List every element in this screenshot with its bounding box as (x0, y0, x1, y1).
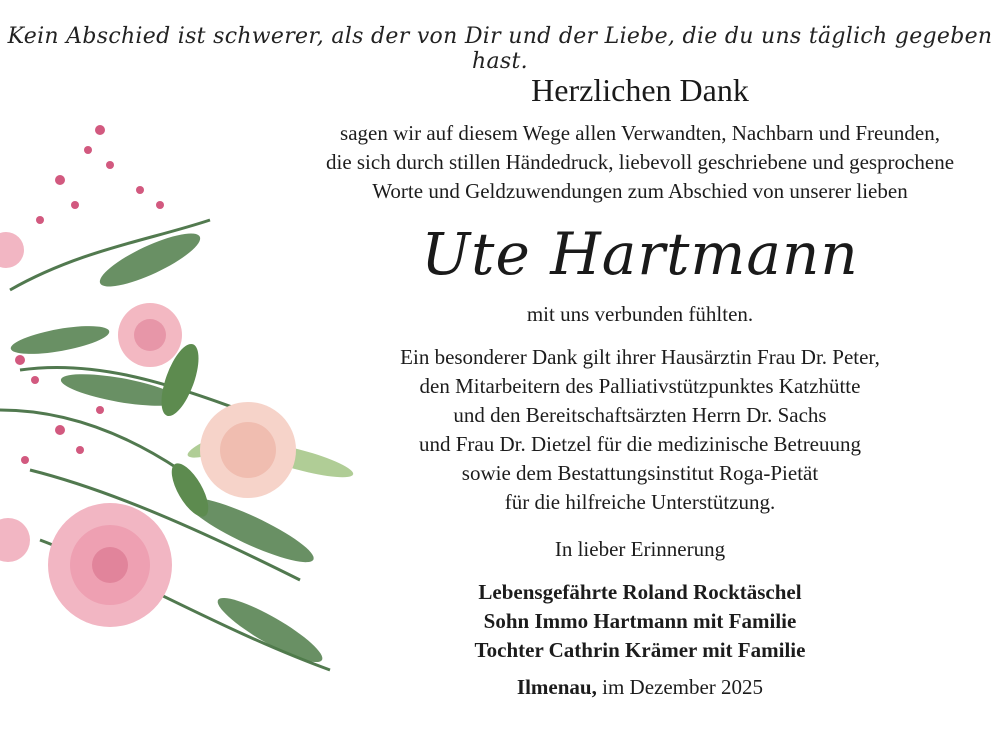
special-thanks-line: sowie dem Bestattungsinstitut Roga-Pietät (461, 461, 819, 485)
message-block (300, 72, 980, 702)
special-thanks-line: den Mitarbeitern des Palliativstützpunktes Katzhütte (419, 374, 861, 398)
special-thanks (300, 343, 980, 517)
place-date (300, 673, 980, 702)
heading: Herzlichen Dank (531, 72, 749, 108)
signers (300, 578, 980, 665)
intro-line: sagen wir auf diesem Wege allen Verwandten, Nachbarn und Freunden, (340, 121, 940, 145)
connected-line: mit uns verbunden fühlten. (526, 302, 754, 326)
special-thanks-line: für die hilfreiche Unterstützung. (504, 490, 776, 514)
signer: Sohn Immo Hartmann mit Familie (483, 609, 797, 633)
intro-line: Worte und Geldzuwendungen zum Abschied von unserer lieben (372, 179, 908, 203)
intro-text (300, 119, 980, 206)
place: Ilmenau, (516, 675, 597, 699)
special-thanks-line: und den Bereitschaftsärzten Herrn Dr. Sachs (453, 403, 827, 427)
remembrance: In lieber Erinnerung (554, 537, 726, 561)
date: im Dezember 2025 (602, 675, 764, 699)
signer: Tochter Cathrin Krämer mit Familie (474, 638, 806, 662)
special-thanks-line: und Frau Dr. Dietzel für die medizinische Betreuung (418, 432, 862, 456)
special-thanks-line: Ein besonderer Dank gilt ihrer Hausärztin Frau Dr. Peter, (400, 345, 880, 369)
deceased-name: Ute Hartmann (421, 220, 859, 288)
signer: Lebensgefährte Roland Rocktäschel (478, 580, 802, 604)
motto: Kein Abschied ist schwerer, als der von Dir und der Liebe, die du uns täglich gegeben hast. (7, 24, 993, 74)
intro-line: die sich durch stillen Händedruck, liebevoll geschriebene und gesprochene (325, 150, 955, 174)
